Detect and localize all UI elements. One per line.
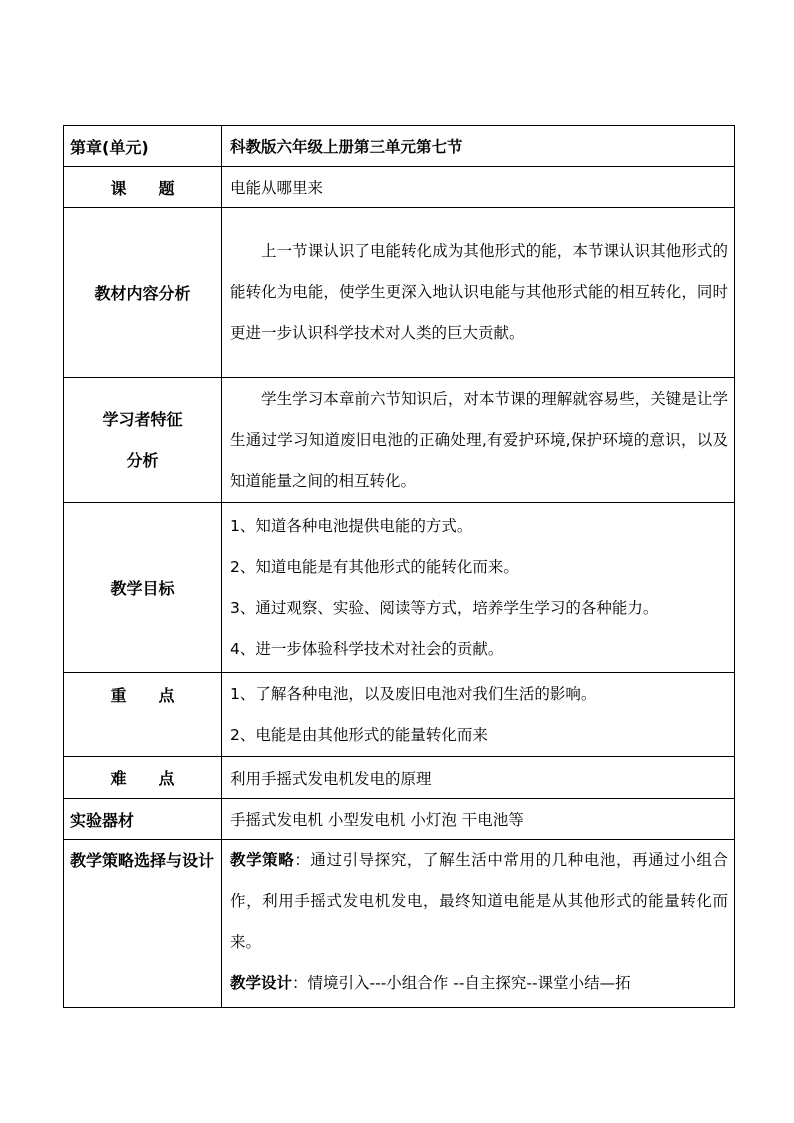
difficulty-label-b: 点 [158, 769, 175, 788]
lesson-plan-table [63, 125, 735, 1008]
strategy-heading: 教学策略 [230, 851, 295, 869]
learner-analysis-label [64, 378, 222, 503]
design-heading: 教学设计 [230, 974, 293, 992]
difficulty-value: 利用手摇式发电机发电的原理 [222, 757, 735, 799]
row-equipment [64, 799, 735, 840]
equipment-label: 实验器材 [64, 799, 222, 840]
difficulty-label [64, 757, 222, 799]
row-key-points [64, 673, 735, 757]
row-difficulty [64, 757, 735, 799]
row-content-analysis [64, 208, 735, 378]
row-objectives [64, 503, 735, 673]
topic-label-b: 题 [158, 178, 175, 198]
difficulty-label-a: 难 [110, 769, 127, 788]
design-paragraph [230, 963, 728, 1004]
topic-value: 电能从哪里来 [222, 167, 735, 208]
objectives-list [222, 503, 735, 673]
learner-analysis-label-line1: 学习者特征 [102, 410, 183, 429]
key-point-item: 2、电能是由其他形式的能量转化而来 [230, 725, 488, 744]
key-points-list [222, 673, 735, 757]
content-analysis-text: 上一节课认识了电能转化成为其他形式的能，本节课认识其他形式的能转化为电能，使学生更深入地认识电能与其他形式能的相互转化，同时更进一步认识科学技术对人类的巨大贡献。 [230, 242, 728, 342]
topic-label [64, 167, 222, 208]
content-analysis-label: 教材内容分析 [64, 208, 222, 378]
objective-item: 4、进一步体验科学技术对社会的贡献。 [230, 639, 504, 658]
key-point-item: 1、了解各种电池，以及废旧电池对我们生活的影响。 [230, 684, 597, 703]
objectives-label: 教学目标 [64, 503, 222, 673]
learner-analysis-text: 学生学习本章前六节知识后，对本节课的理解就容易些，关键是让学生通过学习知道废旧电池的正确处理,有爱护环境,保护环境的意识，以及知道能量之间的相互转化。 [230, 389, 728, 490]
strategy-label: 教学策略选择与设计 [64, 840, 222, 1008]
chapter-label: 第章(单元) [64, 126, 222, 167]
key-points-label [64, 673, 222, 757]
learner-analysis-label-line2: 分析 [126, 451, 159, 470]
objective-item: 1、知道各种电池提供电能的方式。 [230, 516, 473, 535]
row-strategy [64, 840, 735, 1008]
strategy-text: ：通过引导探究，了解生活中常用的几种电池，再通过小组合作，利用手摇式发电机发电，最终知道电能是从其他形式的能量转化而来。 [230, 851, 728, 951]
key-points-label-b: 点 [158, 686, 175, 705]
objective-item: 3、通过观察、实验、阅读等方式，培养学生学习的各种能力。 [230, 598, 659, 617]
row-learner-analysis [64, 378, 735, 503]
row-topic [64, 167, 735, 208]
key-points-label-a: 重 [110, 686, 127, 705]
design-text: ：情境引入---小组合作 --自主探究--课堂小结—拓 [292, 974, 631, 992]
row-chapter [64, 126, 735, 167]
strategy-paragraph [230, 840, 728, 963]
equipment-value: 手摇式发电机 小型发电机 小灯泡 干电池等 [222, 799, 735, 840]
topic-label-a: 课 [110, 178, 127, 198]
chapter-value: 科教版六年级上册第三单元第七节 [222, 126, 735, 167]
objective-item: 2、知道电能是有其他形式的能转化而来。 [230, 557, 519, 576]
